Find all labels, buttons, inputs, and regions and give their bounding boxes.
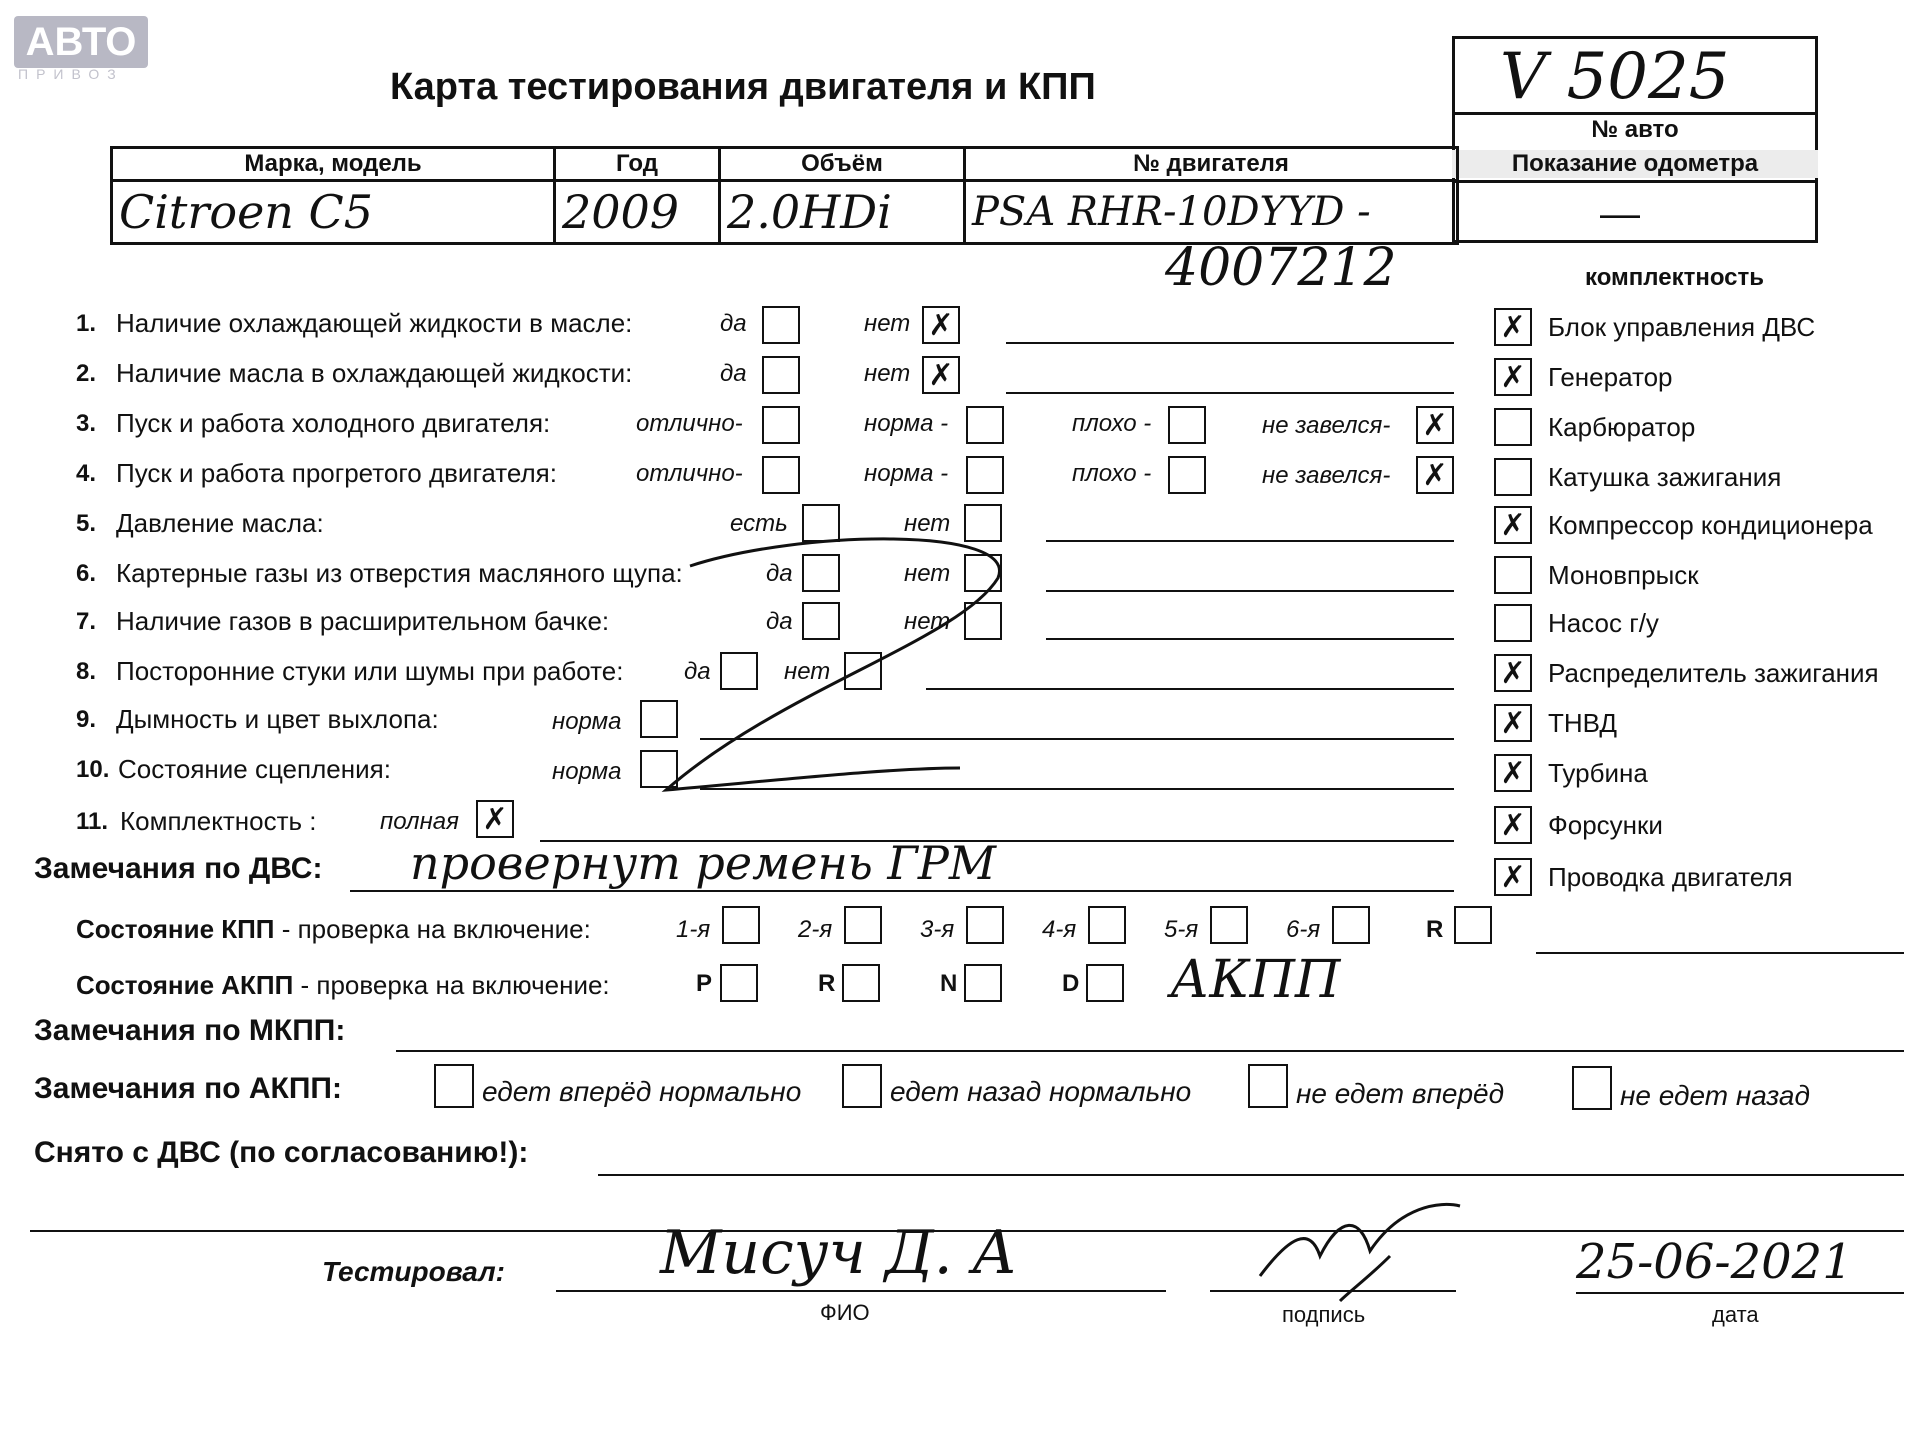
kpp-label	[76, 914, 591, 945]
akpp-label-bold: Состояние АКПП	[76, 970, 294, 1000]
q1-no-checkbox[interactable]: ✗	[922, 306, 960, 344]
q10-norm-label: норма	[552, 758, 622, 785]
odometer-value: —	[1600, 192, 1640, 236]
q2-number: 2.	[76, 360, 97, 387]
mkpp-remarks-line	[396, 1050, 1904, 1052]
q8-no-label: нет	[784, 658, 831, 685]
kit-turbo-label: Турбина	[1548, 758, 1648, 788]
kpp-gear-2-label: 2-я	[798, 916, 833, 943]
akpp-no-forward-checkbox[interactable]	[1248, 1064, 1288, 1108]
kpp-label-rest: - проверка на включение:	[274, 914, 591, 944]
kit-generator-label: Генератор	[1548, 362, 1673, 392]
q6-yes-label: да	[766, 560, 793, 587]
q1-no-label: нет	[864, 310, 911, 337]
q6-number: 6.	[76, 560, 97, 587]
q4-bad-checkbox[interactable]	[1168, 456, 1206, 494]
akpp-r-checkbox[interactable]	[842, 964, 880, 1002]
q7-number: 7.	[76, 608, 97, 635]
akpp-remarks-label: Замечания по АКПП:	[34, 1072, 342, 1105]
kit-generator-checkbox[interactable]: ✗	[1494, 358, 1532, 396]
akpp-reverse-ok-label: едет назад нормально	[890, 1076, 1192, 1107]
q4-not-started-checkbox[interactable]: ✗	[1416, 456, 1454, 494]
kpp-gear-1-checkbox[interactable]	[722, 906, 760, 944]
q3-number: 3.	[76, 410, 97, 437]
q2-notes-line	[1006, 392, 1454, 394]
kpp-gear-r-label: R	[1426, 916, 1444, 943]
q4-number: 4.	[76, 460, 97, 487]
kpp-gear-5-checkbox[interactable]	[1210, 906, 1248, 944]
q9-label: Дымность и цвет выхлопа:	[116, 704, 439, 734]
kpp-gear-6-label: 6-я	[1286, 916, 1321, 943]
kpp-gear-1-label: 1-я	[676, 916, 711, 943]
kit-mono-injection-label: Моновпрыск	[1548, 560, 1699, 590]
kit-carburetor-label: Карбюратор	[1548, 412, 1696, 442]
kit-mono-injection-checkbox[interactable]	[1494, 556, 1532, 594]
logo-subtitle: ПРИВОЗ	[18, 66, 124, 82]
q2-yes-checkbox[interactable]	[762, 356, 800, 394]
year-value: 2009	[555, 181, 720, 244]
q1-yes-label: да	[720, 310, 747, 337]
q8-yes-label: да	[684, 658, 711, 685]
q11-number: 11.	[76, 808, 109, 835]
q3-bad-checkbox[interactable]	[1168, 406, 1206, 444]
akpp-p-label: P	[696, 970, 713, 997]
make-label: Марка, модель	[112, 148, 555, 181]
q8-label: Посторонние стуки или шумы при работе:	[116, 656, 624, 686]
q10-number: 10.	[76, 756, 110, 783]
q11-full-checkbox[interactable]: ✗	[476, 800, 514, 838]
kpp-gear-4-label: 4-я	[1042, 916, 1077, 943]
handwritten-strike-mark	[660, 530, 1020, 800]
q6-notes-line	[1046, 590, 1454, 592]
kit-ecu-label: Блок управления ДВС	[1548, 312, 1816, 342]
q6-no-label: нет	[904, 560, 951, 587]
date-line	[1576, 1292, 1904, 1294]
signature-label: подпись	[1282, 1302, 1366, 1327]
q6-label: Картерные газы из отверстия масляного щупа:	[116, 558, 683, 588]
removed-label: Снято с ДВС (по согласованию!):	[34, 1136, 529, 1169]
kit-ac-compressor-label: Компрессор кондиционера	[1548, 510, 1873, 540]
kit-ecu-checkbox[interactable]: ✗	[1494, 308, 1532, 346]
kit-carburetor-checkbox[interactable]	[1494, 408, 1532, 446]
make-value: Citroen C5	[112, 181, 555, 244]
q3-not-started-label: не завелся-	[1262, 412, 1391, 439]
q9-norm-label: норма	[552, 708, 622, 735]
q9-number: 9.	[76, 706, 97, 733]
akpp-no-reverse-checkbox[interactable]	[1572, 1066, 1612, 1110]
q4-excellent-label: отлично-	[636, 460, 743, 487]
q2-yes-label: да	[720, 360, 747, 387]
kit-ps-pump-label: Насос г/у	[1548, 608, 1659, 638]
dvs-remarks-label: Замечания по ДВС:	[34, 852, 323, 885]
kit-wiring-label: Проводка двигателя	[1548, 862, 1793, 892]
q1-yes-checkbox[interactable]	[762, 306, 800, 344]
kpp-gear-5-label: 5-я	[1164, 916, 1199, 943]
q4-normal-label: норма -	[864, 460, 949, 487]
kpp-gear-3-checkbox[interactable]	[966, 906, 1004, 944]
page-title: Карта тестирования двигателя и КПП	[390, 66, 1096, 108]
tested-label: Тестировал:	[322, 1256, 505, 1287]
removed-line	[598, 1174, 1904, 1176]
name-line	[556, 1290, 1166, 1292]
kit-injectors-label: Форсунки	[1548, 810, 1663, 840]
kpp-gear-2-checkbox[interactable]	[844, 906, 882, 944]
kit-ac-compressor-checkbox[interactable]: ✗	[1494, 506, 1532, 544]
q11-full-label: полная	[380, 808, 459, 835]
kit-ignition-coil-checkbox[interactable]	[1494, 458, 1532, 496]
kit-injectors-checkbox[interactable]: ✗	[1494, 806, 1532, 844]
q4-label: Пуск и работа прогретого двигателя:	[116, 458, 557, 488]
kit-ignition-coil-label: Катушка зажигания	[1548, 462, 1782, 492]
vehicle-id: V 5025	[1500, 40, 1730, 114]
q5-notes-line	[1046, 540, 1454, 542]
q5-present-label: есть	[730, 510, 788, 537]
q5-label: Давление масла:	[116, 508, 324, 538]
tester-name: Мисуч Д. А	[660, 1218, 1018, 1288]
akpp-d-checkbox[interactable]	[1086, 964, 1124, 1002]
akpp-r-label: R	[818, 970, 836, 997]
q3-excellent-checkbox[interactable]	[762, 406, 800, 444]
kpp-notes-line	[1536, 952, 1904, 954]
akpp-p-checkbox[interactable]	[720, 964, 758, 1002]
q2-no-checkbox[interactable]: ✗	[922, 356, 960, 394]
test-date: 25-06-2021	[1576, 1234, 1853, 1290]
q4-normal-checkbox[interactable]	[966, 456, 1004, 494]
akpp-d-label: D	[1062, 970, 1080, 997]
q3-bad-label: плохо -	[1072, 410, 1152, 437]
mkpp-remarks-label: Замечания по МКПП:	[34, 1014, 346, 1047]
akpp-forward-ok-label: едет вперёд нормально	[482, 1076, 802, 1107]
q1-label: Наличие охлаждающей жидкости в масле:	[116, 308, 633, 338]
akpp-note: АКПП	[1170, 950, 1341, 1010]
q5-no-label: нет	[904, 510, 951, 537]
kpp-gear-6-checkbox[interactable]	[1332, 906, 1370, 944]
year-label: Год	[555, 148, 720, 181]
kit-injection-pump-label: ТНВД	[1548, 708, 1618, 738]
date-label: дата	[1712, 1302, 1759, 1327]
q7-label: Наличие газов в расширительном бачке:	[116, 606, 610, 636]
akpp-n-label: N	[940, 970, 958, 997]
q5-number: 5.	[76, 510, 97, 537]
q2-no-label: нет	[864, 360, 911, 387]
akpp-reverse-ok-checkbox[interactable]	[842, 1064, 882, 1108]
akpp-no-forward-label: не едет вперёд	[1296, 1078, 1505, 1109]
akpp-no-reverse-label: не едет назад	[1620, 1080, 1810, 1111]
q3-label: Пуск и работа холодного двигателя:	[116, 408, 551, 438]
kpp-gear-3-label: 3-я	[920, 916, 955, 943]
fio-label: ФИО	[820, 1300, 870, 1325]
kit-turbo-checkbox[interactable]: ✗	[1494, 754, 1532, 792]
q3-normal-label: норма -	[864, 410, 949, 437]
engine-value: PSA RHR-10DYYD -	[965, 181, 1458, 244]
kpp-gear-4-checkbox[interactable]	[1088, 906, 1126, 944]
odometer-label: Показание одометра	[1452, 150, 1818, 178]
q8-number: 8.	[76, 658, 97, 685]
vehicle-id-label: № авто	[1591, 116, 1679, 143]
akpp-label	[76, 970, 610, 1001]
kpp-label-bold: Состояние КПП	[76, 914, 275, 944]
kit-heading: комплектность	[1585, 264, 1765, 291]
engine-number-continued: 4007212	[1165, 238, 1397, 298]
engine-label: № двигателя	[965, 148, 1458, 181]
akpp-n-checkbox[interactable]	[964, 964, 1002, 1002]
kit-distributor-label: Распределитель зажигания	[1548, 658, 1879, 688]
q7-yes-label: да	[766, 608, 793, 635]
signature-line	[1210, 1290, 1456, 1292]
divider	[1452, 180, 1818, 183]
dvs-remarks-value: провернут ремень ГРМ	[410, 836, 996, 890]
q11-label: Комплектность :	[120, 806, 317, 836]
dvs-remarks-line	[350, 890, 1454, 892]
divider	[1452, 112, 1818, 115]
q3-normal-checkbox[interactable]	[966, 406, 1004, 444]
logo: АВТО	[14, 16, 148, 68]
q3-not-started-checkbox[interactable]: ✗	[1416, 406, 1454, 444]
kit-injection-pump-checkbox[interactable]: ✗	[1494, 704, 1532, 742]
q7-no-label: нет	[904, 608, 951, 635]
kit-wiring-checkbox[interactable]: ✗	[1494, 858, 1532, 896]
q4-excellent-checkbox[interactable]	[762, 456, 800, 494]
q1-notes-line	[1006, 342, 1454, 344]
q4-bad-label: плохо -	[1072, 460, 1152, 487]
q4-not-started-label: не завелся-	[1262, 462, 1391, 489]
q7-notes-line	[1046, 638, 1454, 640]
q1-number: 1.	[76, 310, 97, 337]
q10-label: Состояние сцепления:	[118, 754, 391, 784]
akpp-forward-ok-checkbox[interactable]	[434, 1064, 474, 1108]
akpp-label-rest: - проверка на включение:	[293, 970, 610, 1000]
q3-excellent-label: отлично-	[636, 410, 743, 437]
kpp-gear-r-checkbox[interactable]	[1454, 906, 1492, 944]
kit-ps-pump-checkbox[interactable]	[1494, 604, 1532, 642]
q2-label: Наличие масла в охлаждающей жидкости:	[116, 358, 633, 388]
volume-value: 2.0HDi	[720, 181, 965, 244]
volume-label: Объём	[720, 148, 965, 181]
kit-distributor-checkbox[interactable]: ✗	[1494, 654, 1532, 692]
vehicle-info-table	[110, 146, 1459, 245]
